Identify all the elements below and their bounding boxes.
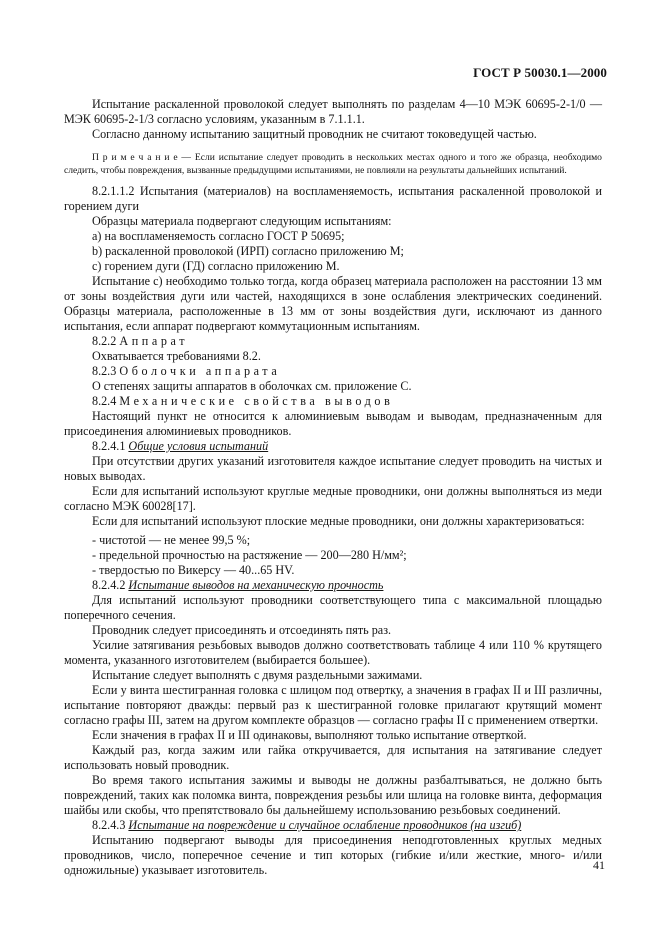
section-title: Оболочки аппарата — [119, 364, 281, 378]
paragraph: О степенях защиты аппаратов в оболочках см. приложение С. — [92, 379, 412, 393]
section-number: 8.2.4.3 — [92, 818, 129, 832]
section-heading — [64, 334, 602, 349]
section-title: Аппарат — [119, 334, 189, 348]
section-title: Испытание на повреждение и случайное ослабление проводников (на изгиб) — [128, 818, 522, 832]
section-number: 8.2.4.2 — [92, 578, 129, 592]
section-heading — [64, 818, 602, 833]
paragraph: Образцы материала подвергают следующим испытаниям: — [92, 214, 392, 228]
section-heading — [64, 439, 602, 454]
document-header: ГОСТ Р 50030.1—2000 — [473, 65, 607, 80]
paragraph: Настоящий пункт не относится к алюминиевым выводам и выводам, предназначенным для присоединения алюминиевых проводников. — [64, 409, 602, 438]
list-item: - чистотой — не менее 99,5 %; — [92, 533, 251, 547]
paragraph: Испытанию подвергают выводы для присоединения неподготовленных круглых медных проводников, число, поперечное сечение и тип которых (гибкие и/или жесткие, много- и/или одножильные) указывает изготовитель. — [64, 833, 602, 877]
document-body — [64, 97, 602, 878]
paragraph: Если для испытаний используют плоские медные проводники, они должны характеризоваться: — [92, 514, 585, 528]
section-heading — [64, 394, 602, 409]
page-number: 41 — [593, 858, 605, 872]
section-number: 8.2.3 — [92, 364, 120, 378]
paragraph: Проводник следует присоединять и отсоединять пять раз. — [92, 623, 392, 637]
paragraph: Испытание с) необходимо только тогда, когда образец материала расположен на расстоянии 13 мм от зоны воздействия дуги или частей, находящихся в зоне ослабления электрических соединений. Образцы материала, расположенные в 13 мм от зоны воздействия дуги, исключают из данного испытания, если аппарат подвергают коммутационным испытаниям. — [64, 274, 602, 333]
list-item: c) горением дуги (ГД) согласно приложению М. — [92, 259, 340, 273]
section-heading: 8.2.1.1.2 Испытания (материалов) на воспламеняемость, испытания раскаленной проволокой и горением дуги — [64, 184, 602, 213]
paragraph: Испытание раскаленной проволокой следует выполнять по разделам 4—10 МЭК 60695-2-1/0 — МЭК 60695-2-1/3 согласно условиям, указанным в 7.1.1.1. — [64, 97, 602, 126]
list-item: b) раскаленной проволокой (ИРП) согласно приложению М; — [92, 244, 404, 258]
note — [64, 151, 602, 177]
list-item: - твердостью по Викерсу — 40...65 HV. — [92, 563, 295, 577]
section-title: Механические свойства выводов — [119, 394, 394, 408]
paragraph: Согласно данному испытанию защитный проводник не считают токоведущей частью. — [92, 127, 537, 141]
paragraph: Если для испытаний используют круглые медные проводники, они должны выполняться из меди согласно МЭК 60028[17]. — [64, 484, 602, 513]
note-text: Если испытание следует проводить в нескольких местах одного и того же образца, необходимо следить, чтобы повреждения, вызванные предыдущими испытаниями, не повлияли на результаты дальнейших испытаний. — [64, 152, 602, 176]
paragraph: Охватывается требованиями 8.2. — [92, 349, 261, 363]
section-number: 8.2.4 — [92, 394, 120, 408]
section-title: Общие условия испытаний — [128, 439, 269, 453]
paragraph: Для испытаний используют проводники соответствующего типа с максимальной площадью поперечного сечения. — [64, 593, 602, 622]
paragraph: Если значения в графах II и III одинаковы, выполняют только испытание отверткой. — [92, 728, 527, 742]
paragraph: Испытание следует выполнять с двумя раздельными зажимами. — [92, 668, 423, 682]
section-number: 8.2.4.1 — [92, 439, 129, 453]
paragraph: При отсутствии других указаний изготовителя каждое испытание следует проводить на чистых и новых выводах. — [64, 454, 602, 483]
list-item: а) на воспламеняемость согласно ГОСТ Р 50695; — [92, 229, 345, 243]
section-title: Испытание выводов на механическую прочность — [128, 578, 384, 592]
section-heading — [64, 578, 602, 593]
section-heading — [64, 364, 602, 379]
paragraph: Усилие затягивания резьбовых выводов должно соответствовать таблице 4 или 110 % крутящего момента, указанного изготовителем (выбирается большее). — [64, 638, 602, 667]
paragraph: Во время такого испытания зажимы и выводы не должны разбалтываться, не должно быть повреждений, таких как поломка винта, повреждения резьбы или шлица на головке винта, деформация шайбы или скобы, что препятствовало бы дальнейшему использованию резьбовых соединений. — [64, 773, 602, 817]
section-number: 8.2.2 — [92, 334, 120, 348]
list-item: - предельной прочностью на растяжение — 200—280 Н/мм²; — [92, 548, 407, 562]
note-label: П р и м е ч а н и е — — [92, 152, 192, 163]
paragraph: Каждый раз, когда зажим или гайка откручивается, для испытания на затягивание следует использовать новый проводник. — [64, 743, 602, 772]
paragraph: Если у винта шестигранная головка с шлицом под отвертку, а значения в графах II и III различны, испытание повторяют дважды: первый раз к шестигранной головке прилагают крутящий момент согласно графы III, затем на другом комплекте образцов — согласно графы II с применением отвертки. — [64, 683, 602, 727]
